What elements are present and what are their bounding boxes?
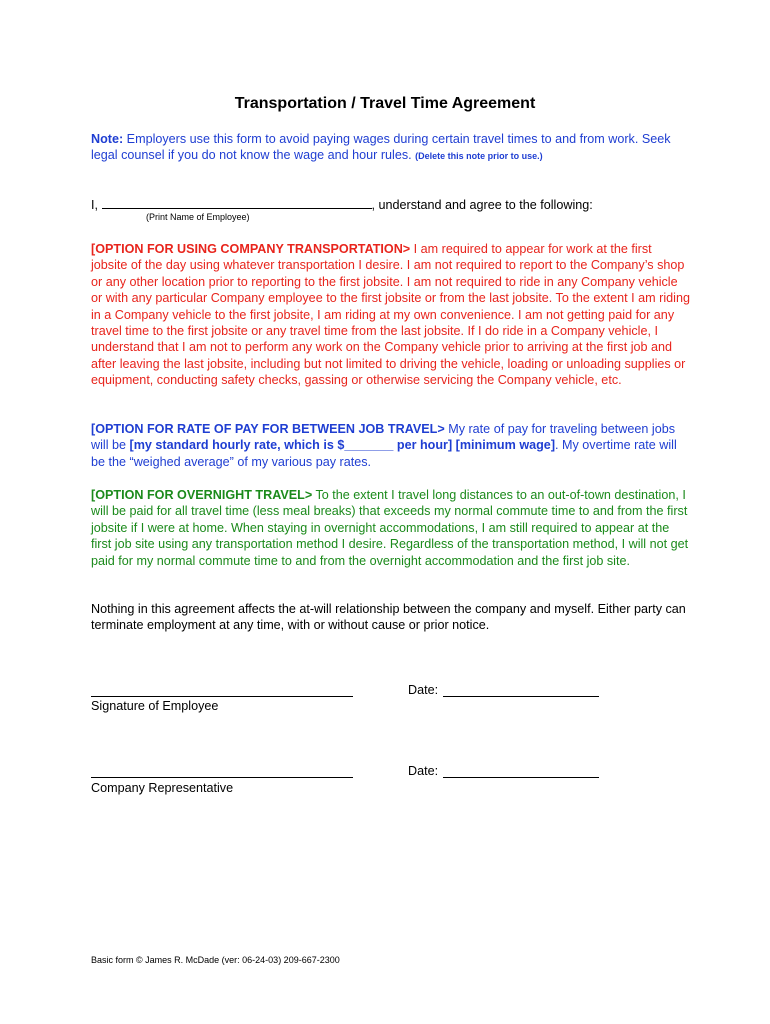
representative-signature-line[interactable]: [91, 777, 353, 778]
option-overnight-text: To the extent I travel long distances to an out-of-town destination, I will be paid for all travel time (less meal breaks) that exceeds my normal commute time to and from the first jobsite if I were at home. When staying in overnight accommodations, I am still required to appear at the first job site using any transportation method I desire. Regardless of the transportation method, I will not get paid for my normal commute time to and from the overnight accommodation and the first job site.: [91, 488, 689, 568]
option-rate-text2: . My overtime rate will be the “weighed average” of my various pay rates.: [91, 438, 677, 469]
option-rate-bold: [my standard hourly rate, which is $_______ per hour] [minimum wage]: [129, 438, 556, 453]
employee-date-line[interactable]: [443, 696, 599, 697]
footer-copyright: Basic form © James R. McDade (ver: 06-24-03) 209-667-2300: [91, 955, 340, 965]
representative-signature-label: Company Representative: [91, 781, 234, 795]
at-will-paragraph: Nothing in this agreement affects the at-will relationship between the company and myself. Either party can terminate employment at any time, with or without cause or prior notice.: [91, 602, 686, 633]
option-rate-text1: My rate of pay for traveling between jobs will be: [91, 422, 676, 453]
employee-line-prefix: I,: [91, 198, 102, 212]
note-paragraph: [91, 131, 691, 165]
document-title: Transportation / Travel Time Agreement: [234, 95, 536, 112]
option-overnight-heading: [OPTION FOR OVERNIGHT TRAVEL>: [91, 488, 313, 502]
employee-name-caption: (Print Name of Employee): [146, 212, 250, 222]
option-rate-of-pay: [91, 421, 691, 470]
option-rate-heading: [OPTION FOR RATE OF PAY FOR BETWEEN JOB TRAVEL>: [91, 422, 445, 436]
employee-name-blank[interactable]: [102, 198, 372, 209]
representative-date-line[interactable]: [443, 777, 599, 778]
option-overnight: [91, 487, 691, 569]
note-label: Note:: [91, 132, 124, 146]
note-text: Employers use this form to avoid paying wages during certain travel times to and from work. Seek legal counsel if you do not know the wage and hour rules.: [91, 132, 671, 163]
option-company-transport-heading: [OPTION FOR USING COMPANY TRANSPORTATION>: [91, 242, 411, 256]
note-delete-hint: (Delete this note prior to use.): [415, 151, 543, 162]
employee-line-suffix: , understand and agree to the following:: [371, 198, 593, 212]
representative-date-label: Date:: [408, 764, 439, 778]
employee-signature-label: Signature of Employee: [91, 699, 219, 713]
employee-signature-line[interactable]: [91, 696, 353, 697]
option-company-transport-text: I am required to appear for work at the first jobsite of the day using whatever transportation I desire. I am not required to report to the Company’s shop or any other location prior to reporting to the first jobsite. I am not required to ride in any Company vehicle or with any particular Company employee to the first jobsite or from the last jobsite. To the extent I am riding in a Company vehicle to the first jobsite, I am riding at my own convenience. I am not getting paid for any travel time to the first jobsite or any travel time from the last jobsite. If I do ride in a Company vehicle, I understand that I am not to perform any work on the Company vehicle prior to arriving at the first job and after leaving the last jobsite, including but not limited to driving the vehicle, loading or unloading supplies or equipment, conducting safety checks, gassing or otherwise servicing the Company vehicle, etc.: [91, 242, 690, 388]
employee-name-line: [91, 197, 691, 213]
employee-date-label: Date:: [408, 683, 439, 697]
option-company-transport: [91, 241, 691, 389]
